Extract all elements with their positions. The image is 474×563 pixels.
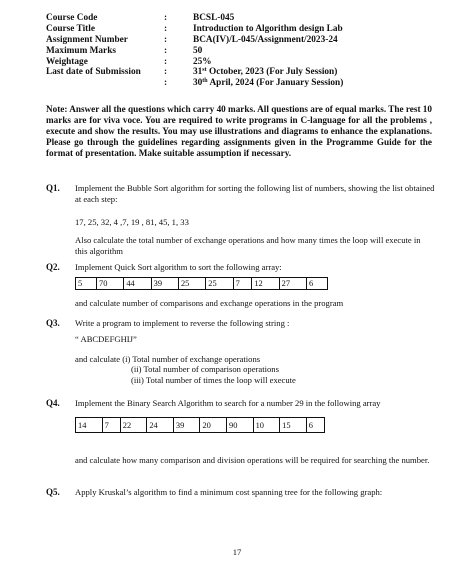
array-cell: 15 [280, 418, 307, 433]
binary-search-array [75, 417, 325, 433]
array-cell: 39 [173, 418, 200, 433]
submission-date-row [46, 67, 446, 78]
weightage-row [46, 57, 446, 68]
question-2-number: Q2. [46, 262, 60, 272]
question-3-text: Write a program to implement to reverse the following string : [75, 318, 290, 328]
assignment-number-value: BCA(IV)/L-045/Assignment/2023-24 [193, 34, 338, 45]
question-2-text: Implement Quick Sort algorithm to sort the following array: [75, 262, 282, 272]
july-session-date: 31st October, 2023 (For July Session) [193, 67, 338, 78]
array-cell: 25 [206, 278, 233, 290]
question-1-number: Q1. [46, 183, 60, 193]
question-3-calc: and calculate (i) Total number of exchange operations [75, 354, 261, 364]
question-5-text: Apply Kruskal’s algorithm to find a minimum cost spanning tree for the following graph: [75, 487, 383, 497]
submission-date-row-2 [46, 78, 446, 89]
colon: : [164, 78, 168, 89]
array-cell: 7 [233, 278, 252, 290]
page-number: 17 [232, 547, 242, 557]
array-cell: 7 [102, 418, 120, 433]
question-4-text: Implement the Binary Search Algorithm to search for a number 29 in the following array [75, 398, 381, 408]
array-cell: 6 [306, 418, 324, 433]
course-title-row [46, 24, 446, 35]
array-cell: 5 [76, 278, 97, 290]
array-cell: 14 [76, 418, 103, 433]
question-3-number: Q3. [46, 318, 60, 328]
colon: : [164, 45, 168, 56]
question-3-part-ii: (ii) Total number of comparison operations [131, 364, 279, 374]
array-cell: 39 [151, 278, 178, 290]
question-3-string: “ ABCDEFGHIJ” [75, 334, 137, 344]
array-cell: 90 [227, 418, 254, 433]
question-1-text: Implement the Bubble Sort algorithm for sorting the following list of numbers, showing the list obtained at each step: [75, 183, 435, 204]
question-1-extra: Also calculate the total number of exchange operations and how many times the loop will execute in this algorithm [75, 235, 421, 256]
question-3-part-iii: (iii) Total number of times the loop will execute [131, 375, 296, 385]
january-session-date: 30th April, 2024 (For January Session) [193, 78, 344, 89]
array-cell: 12 [252, 278, 279, 290]
assignment-info [46, 13, 446, 89]
question-2-after: and calculate number of comparisons and exchange operations in the program [75, 298, 344, 308]
question-4-number: Q4. [46, 398, 60, 408]
course-title-label: Course Title [46, 23, 95, 34]
array-cell: 70 [97, 278, 124, 290]
weightage-value: 25% [193, 56, 212, 67]
array-cell: 44 [124, 278, 151, 290]
question-1-list: 17, 25, 32, 4 ,7, 19 , 81, 45, 1, 33 [75, 217, 189, 227]
maximum-marks-row [46, 46, 446, 57]
course-code-row [46, 13, 446, 24]
instructions-note: Note: Answer all the questions which carry 40 marks. All questions are of equal marks. The rest 10 marks are for viva voce. You are required to write programs in C-language for all the problems , execute and show the results. You may use illustrations and diagrams to enhance the explanations. Please go through the guidelines regarding assignments given in the Programme Guide for the format of presentation. Make suitable assumption if necessary. [46, 104, 432, 158]
colon: : [164, 23, 168, 34]
colon: : [164, 34, 168, 45]
array-cell: 20 [200, 418, 227, 433]
course-title-value: Introduction to Algorithm design Lab [193, 23, 343, 34]
array-cell: 6 [307, 278, 328, 290]
course-code-label: Course Code [46, 13, 98, 23]
weightage-label: Weightage [46, 56, 88, 67]
array-cell: 24 [147, 418, 174, 433]
array-cell: 27 [279, 278, 306, 290]
colon: : [164, 13, 168, 23]
course-code-value: BCSL-045 [193, 13, 235, 23]
maximum-marks-value: 50 [193, 45, 203, 56]
colon: : [164, 56, 168, 67]
quick-sort-array [75, 277, 328, 290]
submission-date-label: Last date of Submission [46, 67, 141, 78]
array-cell: 22 [120, 418, 147, 433]
question-5-number: Q5. [46, 487, 60, 497]
array-cell: 10 [253, 418, 280, 433]
assignment-number-label: Assignment Number [46, 34, 128, 45]
colon: : [164, 67, 168, 78]
maximum-marks-label: Maximum Marks [46, 45, 116, 56]
assignment-number-row [46, 35, 446, 46]
array-cell: 25 [178, 278, 205, 290]
question-4-after: and calculate how many comparison and division operations will be required for searching the number. [75, 455, 430, 465]
